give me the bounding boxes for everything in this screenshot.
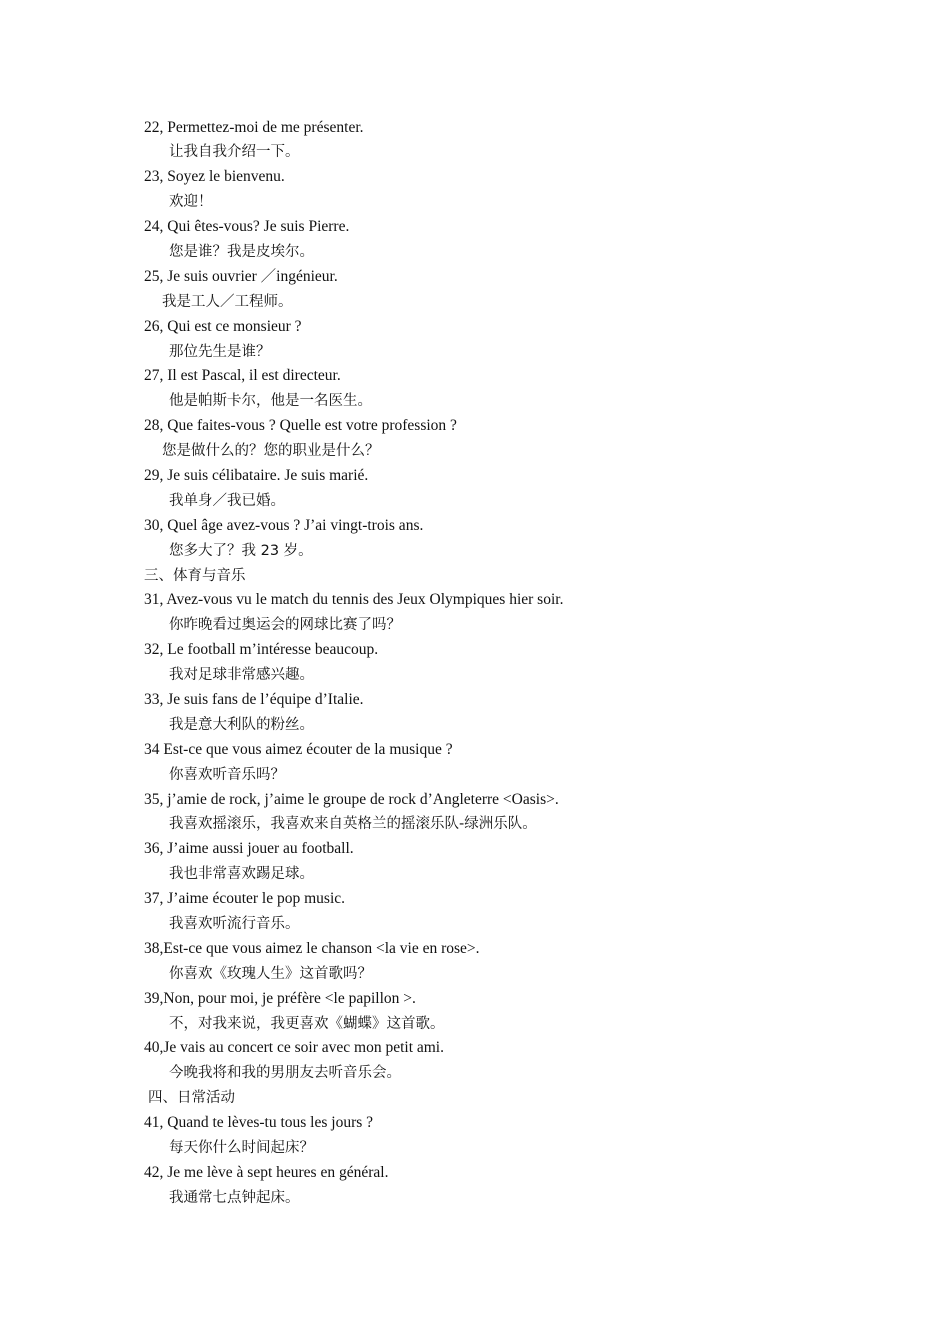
phrase-chinese-26: 那位先生是谁？ [169,343,271,360]
phrase-chinese-38: 你喜欢《玫瑰人生》这首歌吗？ [169,965,372,982]
phrase-french-35: 35, j’amie de rock, j’aime le groupe de rock d’Angleterre <Oasis>. [144,790,559,808]
phrase-french-31: 31, Avez-vous vu le match du tennis des Jeux Olympiques hier soir. [144,591,564,609]
phrase-chinese-23: 欢迎！ [169,194,213,211]
phrase-french-25: 25, Je suis ouvrier ／ingénieur. [144,267,338,285]
phrase-french-42: 42, Je me lève à sept heures en général. [144,1163,389,1181]
section-heading-daily-activities: 四、日常活动 [148,1090,235,1107]
phrase-chinese-29: 我单身／我已婚。 [169,492,285,509]
phrase-french-36: 36, J’aime aussi jouer au football. [144,840,354,858]
phrase-chinese-35: 我喜欢摇滚乐，我喜欢来自英格兰的摇滚乐队-绿洲乐队。 [169,816,537,833]
phrase-french-28: 28, Que faites-vous ? Quelle est votre profession ? [144,417,457,435]
phrase-chinese-27: 他是帕斯卡尔，他是一名医生。 [169,393,372,410]
phrase-chinese-36: 我也非常喜欢踢足球。 [169,866,314,883]
phrase-french-27: 27, Il est Pascal, il est directeur. [144,367,341,385]
phrase-chinese-42: 我通常七点钟起床。 [169,1189,300,1206]
phrase-chinese-39: 不，对我来说，我更喜欢《蝴蝶》这首歌。 [169,1015,445,1032]
phrase-french-40: 40,Je vais au concert ce soir avec mon petit ami. [144,1039,444,1057]
section-heading-sports-music: 三、体育与音乐 [144,567,246,584]
phrase-chinese-40: 今晚我将和我的男朋友去听音乐会。 [169,1065,401,1082]
phrase-french-33: 33, Je suis fans de l’équipe d’Italie. [144,690,364,708]
phrase-french-30: 30, Quel âge avez-vous ? J’ai vingt-trois ans. [144,516,424,534]
phrase-french-26: 26, Qui est ce monsieur ? [144,317,302,335]
phrase-chinese-32: 我对足球非常感兴趣。 [169,667,314,684]
phrase-french-32: 32, Le football m’intéresse beaucoup. [144,641,379,659]
phrase-french-23: 23, Soyez le bienvenu. [144,168,285,186]
phrase-chinese-24: 您是谁？我是皮埃尔。 [169,243,314,260]
phrase-chinese-34: 你喜欢听音乐吗？ [169,766,285,783]
phrase-french-37: 37, J’aime écouter le pop music. [144,890,346,908]
phrase-french-38: 38,Est-ce que vous aimez le chanson <la vie en rose>. [144,939,480,957]
phrase-list [0,116,950,1211]
phrase-chinese-22: 让我自我介绍一下。 [169,144,300,161]
phrase-chinese-28: 您是做什么的？您的职业是什么？ [162,443,380,460]
phrase-french-22: 22, Permettez-moi de me présenter. [144,118,364,136]
phrase-french-24: 24, Qui êtes-vous? Je suis Pierre. [144,218,350,236]
phrase-chinese-37: 我喜欢听流行音乐。 [169,916,300,932]
phrase-french-41: 41, Quand te lèves-tu tous les jours ? [144,1114,374,1132]
phrase-french-39: 39,Non, pour moi, je préfère <le papillon >. [144,989,416,1007]
phrase-chinese-31: 你昨晚看过奥运会的网球比赛了吗？ [169,617,401,634]
phrase-chinese-30: 您多大了？我 23 岁。 [169,542,313,559]
phrase-chinese-41: 每天你什么时间起床？ [169,1140,314,1157]
phrase-french-34: 34 Est-ce que vous aimez écouter de la musique ? [144,740,453,758]
phrase-french-29: 29, Je suis célibataire. Je suis marié. [144,466,369,484]
phrase-chinese-25: 我是工人／工程师。 [162,293,293,310]
phrase-chinese-33: 我是意大利队的粉丝。 [169,716,314,733]
